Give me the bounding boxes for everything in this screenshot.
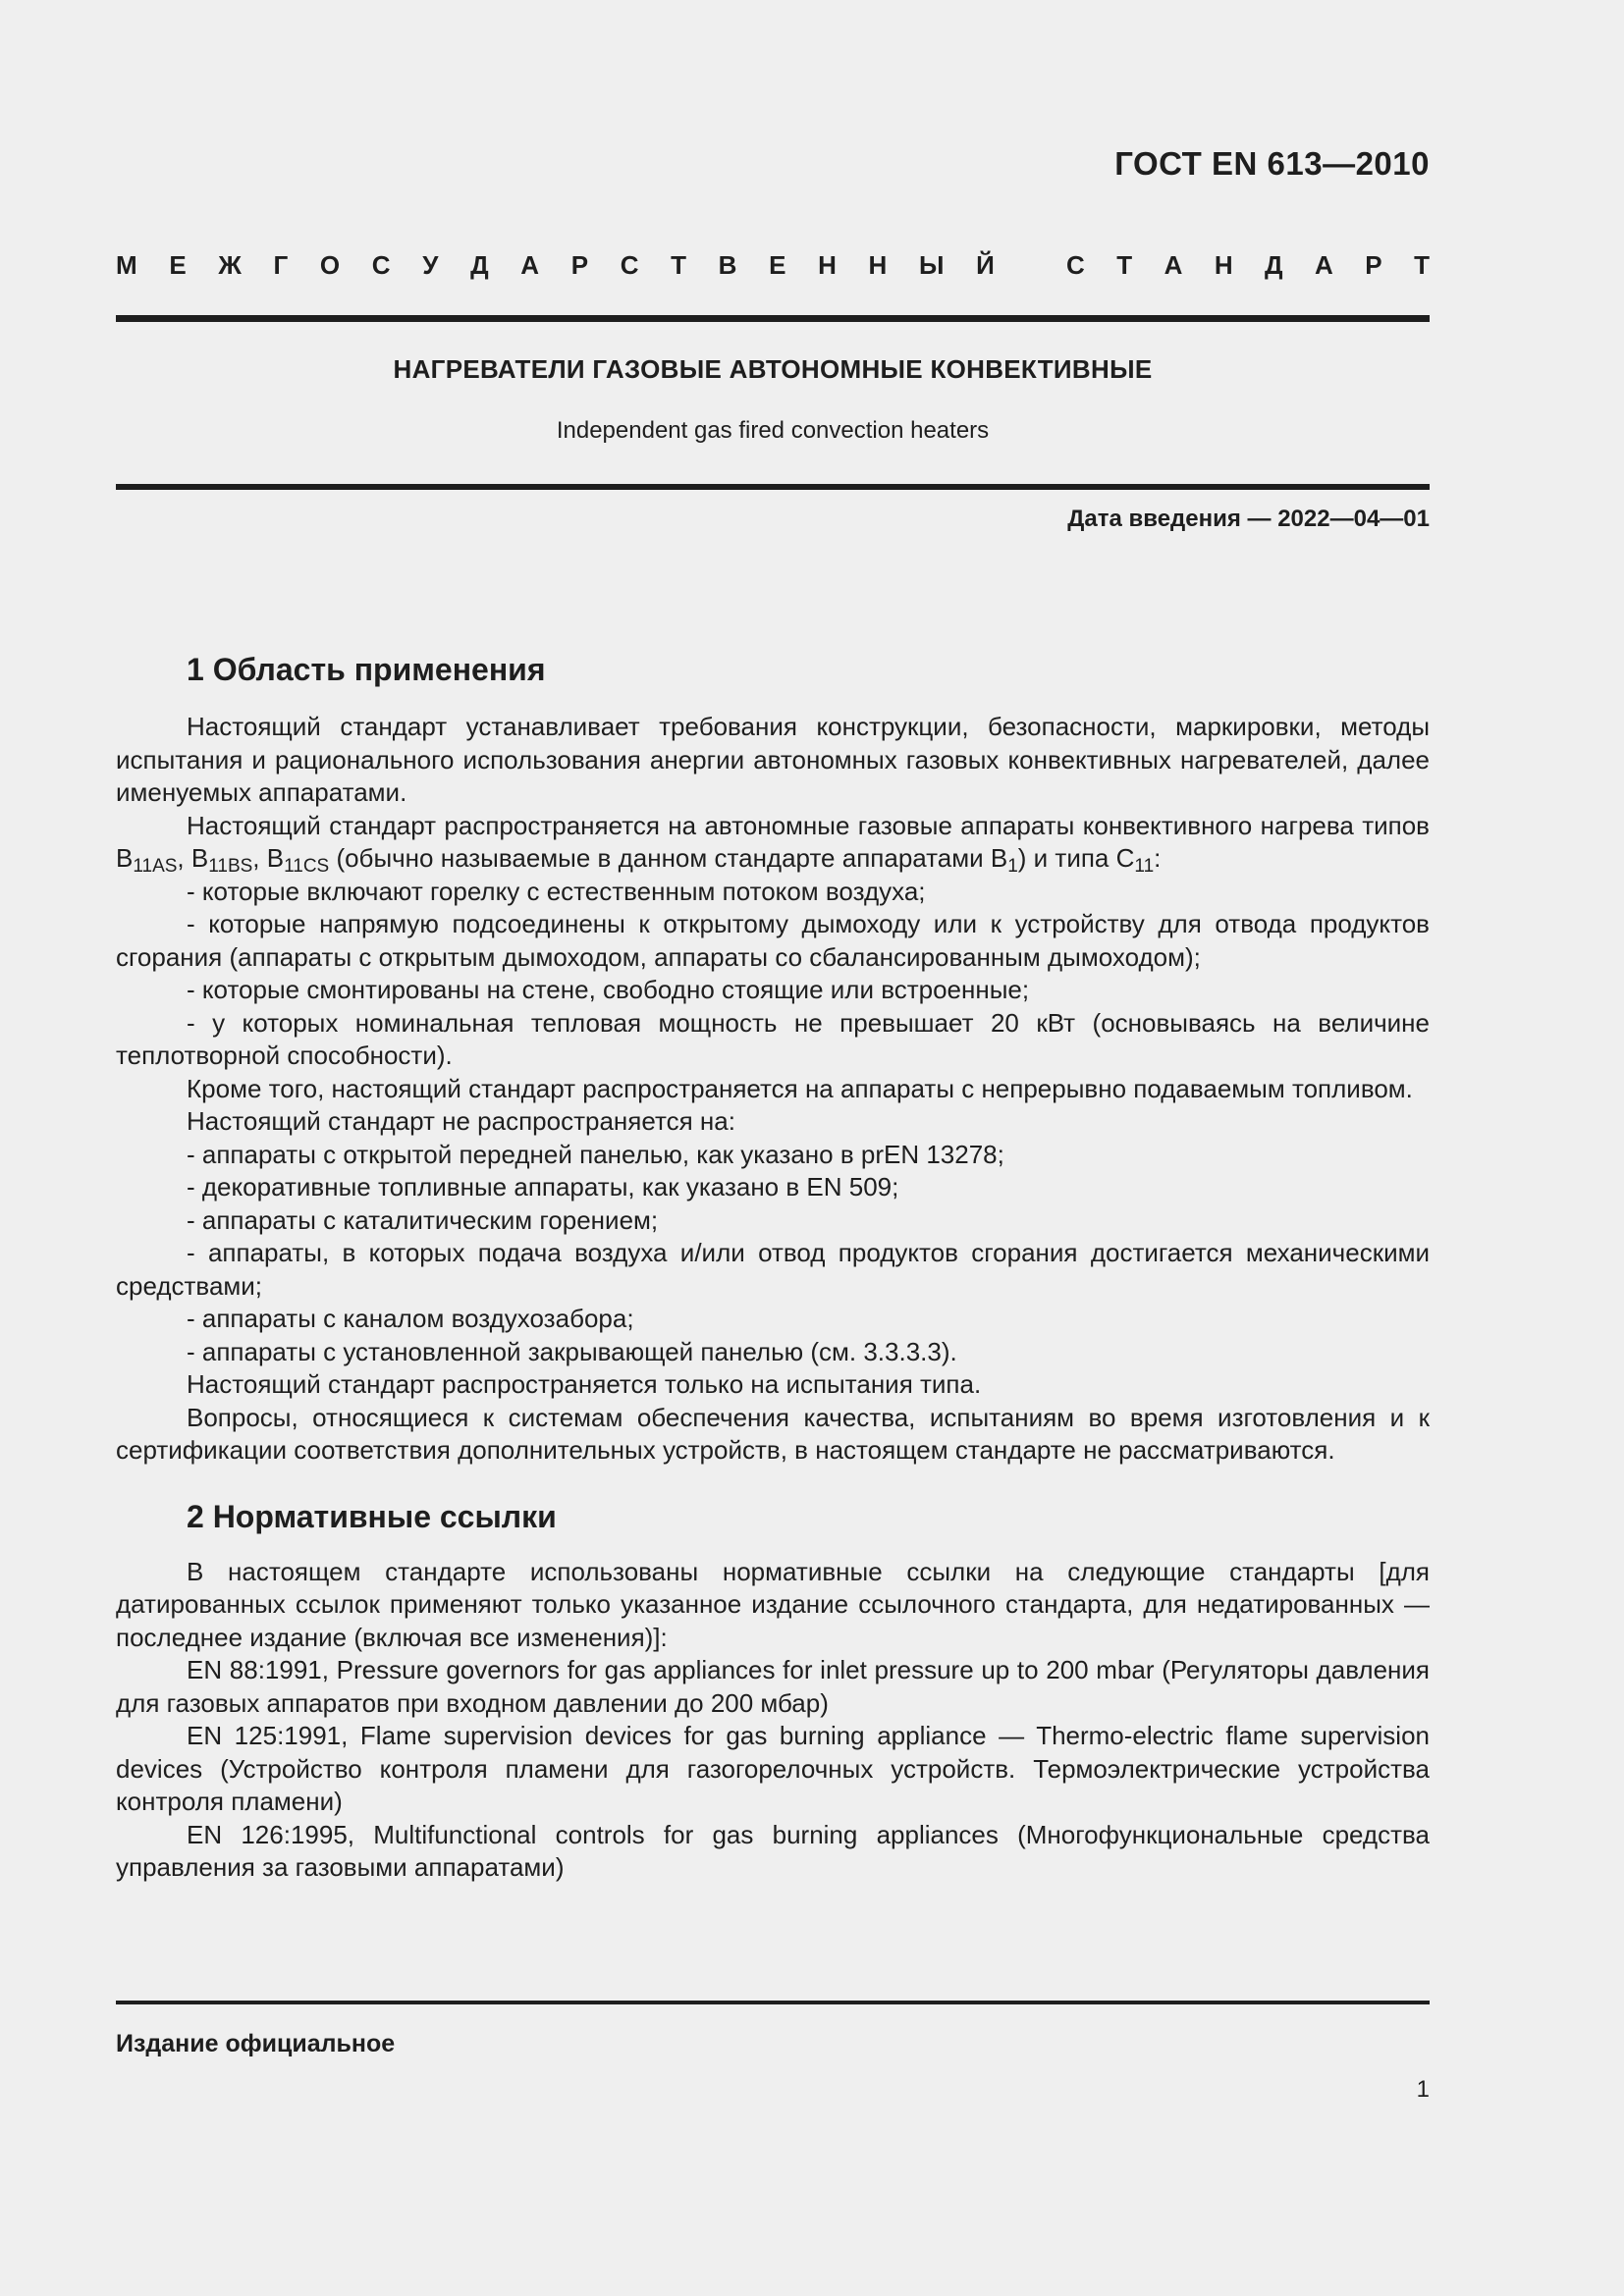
reference-item: EN 88:1991, Pressure governors for gas appliances for inlet pressure up to 200 mbar (Регуляторы давления для газовых аппаратов при входном давлении до 200 мбар) (116, 1655, 1430, 1718)
letter: С (371, 250, 391, 280)
paragraph: В настоящем стандарте использованы нормативные ссылки на следующие стандарты [для датированных ссылок применяют только указанное издание ссылочного стандарта, для недатированных — последнее издание (включая все изменения)]: (116, 1556, 1430, 1652)
title-russian: НАГРЕВАТЕЛИ ГАЗОВЫЕ АВТОНОМНЫЕ КОНВЕКТИВНЫЕ (393, 354, 1153, 384)
list-item: - аппараты с установленной закрывающей панелью (см. 3.3.3.3). (187, 1336, 957, 1366)
letter: Н (1214, 250, 1233, 280)
letter: Д (1265, 250, 1283, 280)
list-item: - которые смонтированы на стене, свободно стоящие или встроенные; (187, 975, 1030, 1004)
list-item: - которые включают горелку с естественным потоком воздуха; (187, 876, 926, 906)
title-english: Independent gas fired convection heaters (556, 417, 990, 444)
letter: У (422, 250, 439, 280)
letter: М (116, 250, 137, 280)
standard-word (1066, 250, 1430, 281)
page-number: 1 (1416, 2076, 1430, 2103)
top-divider (116, 315, 1430, 322)
letter: Е (169, 250, 187, 280)
letter: Й (976, 250, 995, 280)
letter: Н (868, 250, 888, 280)
list-item: - аппараты с каналом воздухозабора; (187, 1304, 634, 1333)
list-item: - декоративные топливные аппараты, как указано в EN 509; (187, 1172, 899, 1201)
section-heading: 2 Нормативные ссылки (187, 1498, 557, 1534)
introduction-date: Дата введения — 2022—04—01 (1067, 506, 1430, 532)
letter: Р (570, 250, 589, 280)
paragraph: Вопросы, относящиеся к системам обеспечения качества, испытаниям во время изготовления и к сертификации соответствия дополнительных устройств, в настоящем стандарте не рассматриваются. (116, 1402, 1430, 1465)
interstate-standard-heading (116, 250, 1430, 281)
letter: Р (1365, 250, 1382, 280)
letter: А (1315, 250, 1333, 280)
list-item: - аппараты с каталитическим горением; (187, 1204, 659, 1235)
letter: Т (671, 250, 687, 280)
paragraph: Кроме того, настоящий стандарт распространяется на аппараты с непрерывно подаваемым топливом. (187, 1073, 1413, 1103)
paragraph: Настоящий стандарт устанавливает требования конструкции, безопасности, маркировки, методы испытания и рационального использования анергии автономных газовых конвективных нагревателей, далее именуемых аппаратами. (116, 712, 1430, 807)
paragraph: Настоящий стандарт распространяется только на испытания типа. (187, 1369, 982, 1399)
letter: Н (818, 250, 837, 280)
letter: С (1066, 250, 1085, 280)
reference-item: EN 125:1991, Flame supervision devices for gas burning appliance — Thermo-electric flame supervision devices (Устройство контроля пламени для газогорелочных устройств. Термоэлектрические устройства контроля пламени) (116, 1721, 1430, 1816)
footer-divider (116, 2001, 1430, 2004)
letter: Т (1414, 250, 1430, 280)
letter: Т (1116, 250, 1133, 280)
letter: О (319, 250, 341, 280)
list-item: - которые напрямую подсоединены к открытому дымоходу или к устройству для отвода продуктов сгорания (аппараты с открытым дымоходом, аппараты со сбалансированным дымоходом); (116, 909, 1430, 972)
list-item: - аппараты с открытой передней панелью, как указано в prEN 13278; (187, 1139, 1004, 1169)
official-edition-label: Издание официальное (116, 2030, 396, 2057)
section-heading: 1 Область применения (187, 652, 546, 687)
letter: Е (769, 250, 786, 280)
letter: Ж (218, 250, 242, 280)
letter: В (718, 250, 737, 280)
reference-item: EN 126:1995, Multifunctional controls for gas burning appliances (Многофункциональные средства управления за газовыми аппаратами) (116, 1819, 1430, 1882)
list-item: - аппараты, в которых подача воздуха и/или отвод продуктов сгорания достигается механическими средствами; (116, 1238, 1430, 1301)
document-number: ГОСТ EN 613—2010 (1114, 145, 1430, 182)
list-item: - у которых номинальная тепловая мощность не превышает 20 кВт (основываясь на величине теплотворной способности). (116, 1007, 1430, 1070)
paragraph-types: Настоящий стандарт распространяется на автономные газовые аппараты конвективного нагрева типов $B_{11AS}$, $B_{11BS}$, $B_{11CS}$ (обычно называемые в данном стандарте аппаратами $B_1$) и типа $C_{11}$: (116, 810, 1430, 877)
letter: С (620, 250, 639, 280)
letter: Ы (918, 250, 945, 280)
document-body (116, 650, 1430, 1885)
paragraph: Настоящий стандарт не распространяется на: (187, 1106, 735, 1136)
title-divider (116, 484, 1430, 490)
letter: Г (273, 250, 289, 280)
interstate-word (116, 250, 995, 281)
letter: Д (470, 250, 489, 280)
letter: А (1164, 250, 1183, 280)
letter: А (520, 250, 540, 280)
